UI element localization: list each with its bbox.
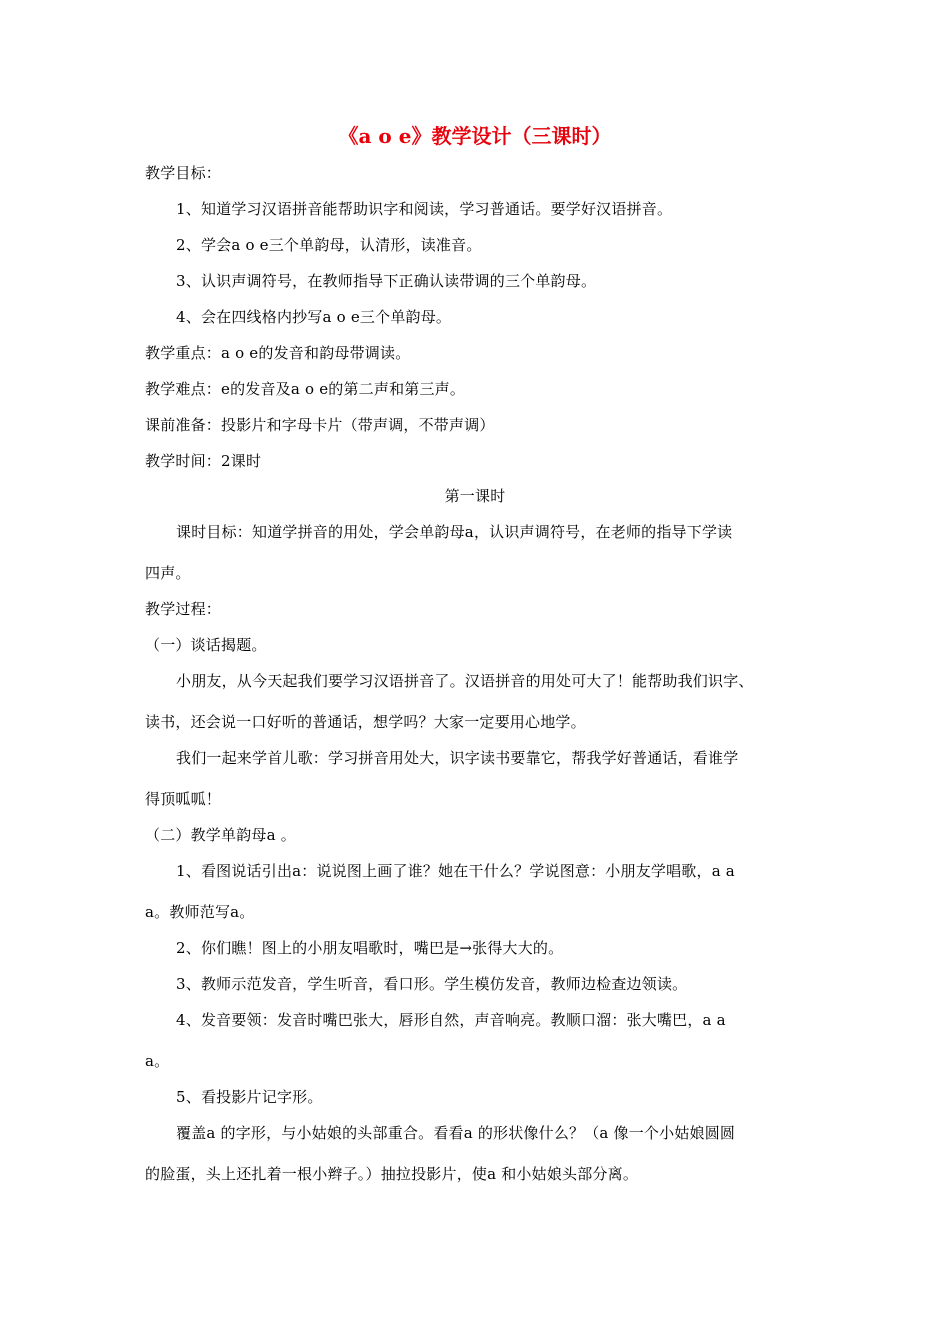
paragraph-line: 小朋友，从今天起我们要学习汉语拼音了。汉语拼音的用处可大了！能帮助我们识字、 <box>176 672 754 690</box>
paragraph-line: 5、看投影片记字形。 <box>176 1088 323 1106</box>
paragraph-line: 读书，还会说一口好听的普通话，想学吗？大家一定要用心地学。 <box>145 713 586 731</box>
step-2-heading: （二）教学单韵母a 。 <box>145 826 296 844</box>
document-title: 《a o e》教学设计（三课时） <box>338 124 612 148</box>
objective-3: 3、认识声调符号，在教师指导下正确认读带调的三个单韵母。 <box>176 272 597 290</box>
lesson-heading: 第一课时 <box>444 487 506 505</box>
preparation: 课前准备：投影片和字母卡片（带声调，不带声调） <box>145 416 495 434</box>
section-heading-objectives: 教学目标： <box>145 164 222 182</box>
key-points: 教学重点：a o e的发音和韵母带调读。 <box>145 344 411 362</box>
objective-2: 2、学会a o e三个单韵母，认清形，读准音。 <box>176 236 482 254</box>
paragraph-line: a。教师范写a。 <box>145 903 255 921</box>
process-heading: 教学过程： <box>145 600 222 618</box>
lesson-goal-line-1: 课时目标：知道学拼音的用处，学会单韵母a，认识声调符号，在老师的指导下学读 <box>176 523 733 541</box>
paragraph-line: 的脸蛋，头上还扎着一根小辫子。）抽拉投影片，使a 和小姑娘头部分离。 <box>145 1165 639 1183</box>
paragraph-line: 1、看图说话引出a：说说图上画了谁？她在干什么？学说图意：小朋友学唱歌，a a <box>176 862 735 880</box>
paragraph-line: 4、发音要领：发音时嘴巴张大，唇形自然，声音响亮。教顺口溜：张大嘴巴，a a <box>176 1011 726 1029</box>
lesson-goal-line-2: 四声。 <box>145 564 191 582</box>
paragraph-line: 得顶呱呱！ <box>145 790 222 808</box>
paragraph-line: 3、教师示范发音，学生听音，看口形。学生模仿发音，教师边检查边领读。 <box>176 975 688 993</box>
objective-4: 4、会在四线格内抄写a o e三个单韵母。 <box>176 308 452 326</box>
teaching-time: 教学时间：2课时 <box>145 452 262 470</box>
paragraph-line: 2、你们瞧！图上的小朋友唱歌时，嘴巴是→张得大大的。 <box>176 939 564 957</box>
objective-1: 1、知道学习汉语拼音能帮助识字和阅读，学习普通话。要学好汉语拼音。 <box>176 200 673 218</box>
step-1-heading: （一）谈话揭题。 <box>145 636 267 654</box>
paragraph-line: 覆盖a 的字形，与小姑娘的头部重合。看看a 的形状像什么？（a 像一个小姑娘圆圆 <box>176 1124 736 1142</box>
difficult-points: 教学难点：e的发音及a o e的第二声和第三声。 <box>145 380 466 398</box>
paragraph-line: a。 <box>145 1052 170 1070</box>
paragraph-line: 我们一起来学首儿歌：学习拼音用处大，识字读书要靠它，帮我学好普通话，看谁学 <box>176 749 739 767</box>
